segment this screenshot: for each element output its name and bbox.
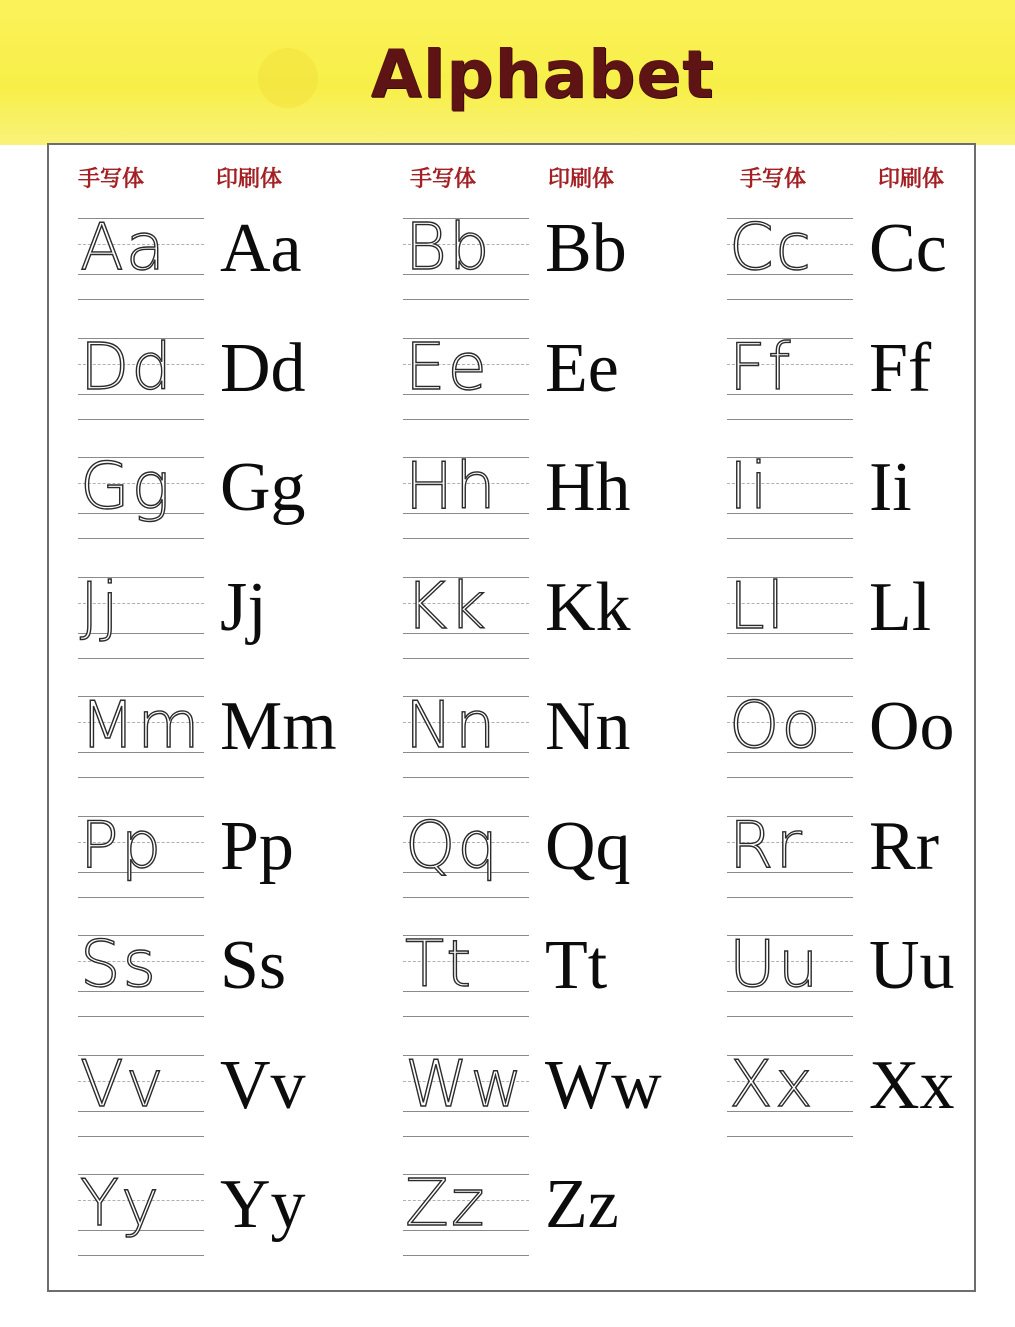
print-letter: Bb [545, 210, 627, 287]
letter-cell [403, 688, 733, 814]
guide-line [78, 1136, 204, 1137]
letter-cell [403, 927, 733, 1053]
guide-line [78, 419, 204, 420]
letter-cell [78, 449, 408, 575]
handwriting-letter: Ww [405, 1048, 525, 1122]
header-handwriting-col2: 手写体 [410, 167, 477, 192]
letter-cell [78, 569, 408, 695]
header-handwriting-col1: 手写体 [78, 167, 145, 192]
print-letter: Hh [545, 449, 631, 526]
print-letter: Mm [220, 688, 337, 765]
print-letter: Ll [869, 569, 932, 646]
handwriting-letter: Zz [405, 1167, 487, 1241]
letter-cell [78, 1047, 408, 1173]
letter-cell [78, 1166, 408, 1292]
handwriting-letter: Qq [405, 809, 500, 883]
guide-line [403, 1016, 529, 1017]
guide-line [727, 897, 853, 898]
guide-line [727, 1136, 853, 1137]
letter-cell [403, 210, 733, 336]
handwriting-letter: Uu [729, 928, 821, 1002]
letter-cell [727, 210, 1015, 336]
handwriting-letter: Hh [405, 450, 498, 524]
print-letter: Yy [220, 1166, 306, 1243]
letter-cell [403, 1166, 733, 1292]
print-letter: Tt [545, 927, 608, 1004]
guide-line [403, 1255, 529, 1256]
letter-cell [403, 808, 733, 934]
guide-line [78, 777, 204, 778]
handwriting-letter: Mm [80, 689, 202, 763]
handwriting-letter: Kk [405, 570, 489, 644]
letter-cell [403, 1047, 733, 1173]
print-letter: Ii [869, 449, 912, 526]
letter-cell [403, 330, 733, 456]
print-letter: Cc [869, 210, 947, 287]
print-letter: Rr [869, 808, 939, 885]
handwriting-letter: Rr [729, 809, 804, 883]
guide-line [727, 419, 853, 420]
letter-cell [727, 1047, 1015, 1173]
handwriting-letter: Vv [80, 1048, 166, 1122]
guide-line [78, 897, 204, 898]
print-letter: Vv [220, 1047, 306, 1124]
guide-line [727, 538, 853, 539]
guide-line [403, 1136, 529, 1137]
letter-cell [78, 688, 408, 814]
header-print-col2: 印刷体 [548, 167, 615, 192]
print-letter: Oo [869, 688, 955, 765]
print-letter: Aa [220, 210, 302, 287]
letter-cell [78, 330, 408, 456]
letter-cell [78, 808, 408, 934]
guide-line [727, 777, 853, 778]
guide-line [78, 538, 204, 539]
guide-line [403, 538, 529, 539]
letter-cell [727, 330, 1015, 456]
handwriting-letter: Dd [80, 331, 174, 405]
print-letter: Jj [220, 569, 267, 646]
handwriting-letter: Gg [80, 450, 172, 524]
guide-line [727, 299, 853, 300]
guide-line [403, 897, 529, 898]
print-letter: Gg [220, 449, 306, 526]
guide-line [78, 1255, 204, 1256]
letter-cell [78, 210, 408, 336]
letter-cell [727, 927, 1015, 1053]
page-title: Alphabet [370, 36, 715, 113]
print-letter: Ff [869, 330, 932, 407]
handwriting-letter: Tt [405, 928, 474, 1002]
letter-cell [727, 808, 1015, 934]
header-print-col1: 印刷体 [216, 167, 283, 192]
letter-cell [727, 688, 1015, 814]
guide-line [78, 299, 204, 300]
guide-line [403, 299, 529, 300]
handwriting-letter: Ll [729, 570, 787, 644]
guide-line [403, 777, 529, 778]
handwriting-letter: Ii [729, 450, 770, 524]
handwriting-letter: Jj [80, 570, 121, 644]
header-print-col3: 印刷体 [878, 167, 945, 192]
print-letter: Qq [545, 808, 631, 885]
handwriting-letter: Yy [80, 1167, 161, 1241]
guide-line [403, 419, 529, 420]
handwriting-letter: Ff [729, 331, 793, 405]
print-letter: Ww [545, 1047, 662, 1124]
handwriting-letter: Pp [80, 809, 164, 883]
handwriting-letter: Aa [80, 211, 167, 285]
handwriting-letter: Ee [405, 331, 489, 405]
handwriting-letter: Oo [729, 689, 823, 763]
letter-cell [727, 569, 1015, 695]
guide-line [727, 1016, 853, 1017]
letter-cell [403, 569, 733, 695]
handwriting-letter: Nn [405, 689, 498, 763]
print-letter: Nn [545, 688, 631, 765]
letter-cell [403, 449, 733, 575]
print-letter: Ee [545, 330, 619, 407]
print-letter: Kk [545, 569, 631, 646]
print-letter: Ss [220, 927, 287, 1004]
letter-cell [727, 449, 1015, 575]
handwriting-letter: Ss [80, 928, 158, 1002]
handwriting-letter: Xx [729, 1048, 815, 1122]
print-letter: Uu [869, 927, 955, 1004]
guide-line [78, 1016, 204, 1017]
print-letter: Pp [220, 808, 294, 885]
handwriting-letter: Bb [405, 211, 492, 285]
guide-line [403, 658, 529, 659]
letter-cell [78, 927, 408, 1053]
guide-line [78, 658, 204, 659]
print-letter: Dd [220, 330, 306, 407]
guide-line [727, 658, 853, 659]
print-letter: Xx [869, 1047, 955, 1124]
print-letter: Zz [545, 1166, 619, 1243]
header-handwriting-col3: 手写体 [740, 167, 807, 192]
handwriting-letter: Cc [729, 211, 813, 285]
